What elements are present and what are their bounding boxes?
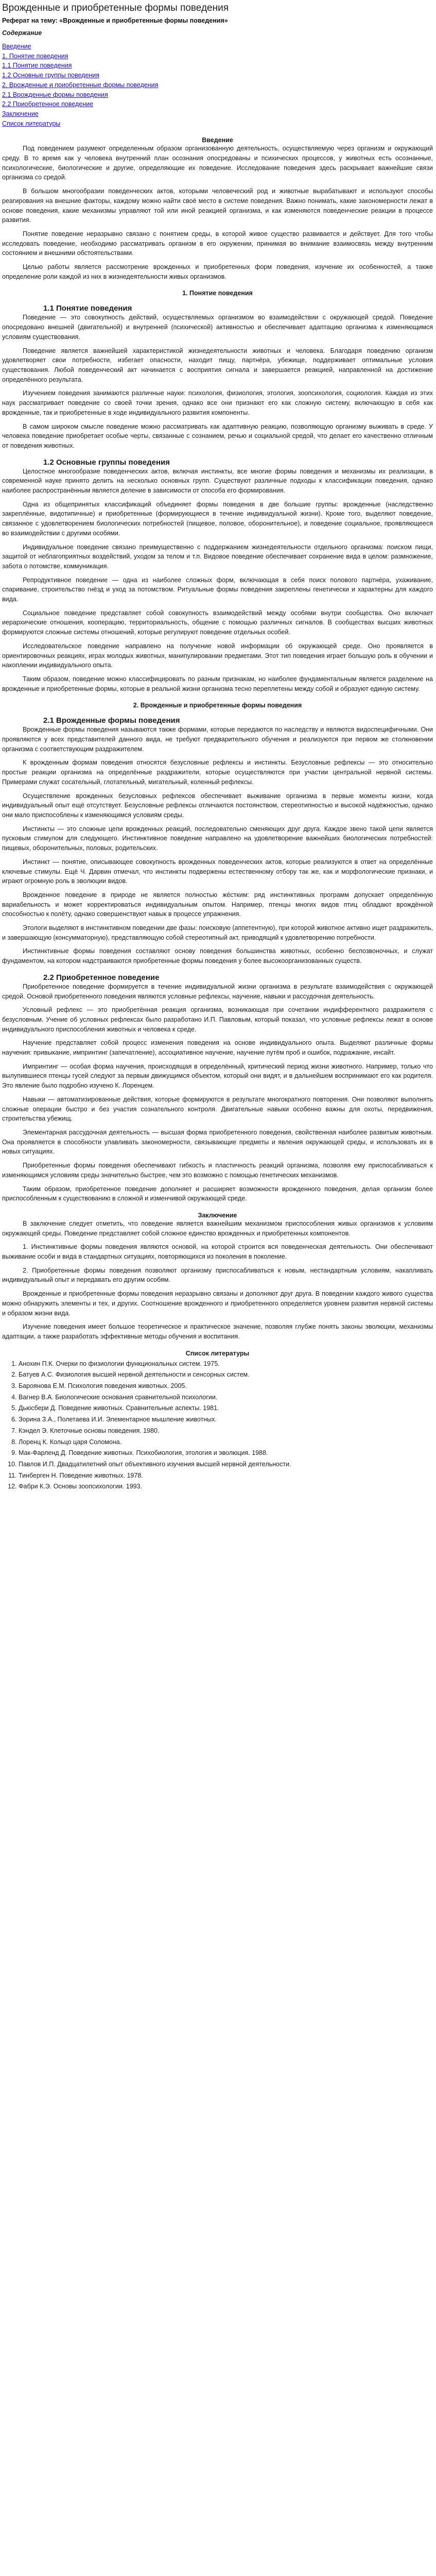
paragraph: Под поведением разумеют определенным образом организованную деятельность, осуществляемую через организм и окружающий среду. В то время как у человека внутренний план осознания опосредованы и психических процессов, у животных есть осознанные, психологические, биологические и другие, определяющие их поведение. Исследование поведения здесь раскрывает важнейшие связи организма со средой. (2, 145, 433, 181)
reference-item: 11. Тинберген Н. Поведение животных. 1978. (19, 1471, 433, 1481)
toc-heading: Содержание (2, 29, 42, 37)
paragraph: Репродуктивное поведение — одна из наиболее сложных форм, включающая в себя поиск полового партнёра, ухаживание, спаривание, строительство гнёзд и уход за потомством. Ритуальные формы поведения закреплены генетически и характерны для каждого вида. (2, 576, 433, 603)
reference-item: 5. Дьюсбери Д. Поведение животных. Сравнительные аспекты. 1981. (19, 1403, 433, 1413)
toc-link-section-2-2[interactable]: 2.2 Приобретенное поведение (2, 100, 94, 108)
paragraph: В заключение следует отметить, что поведение является важнейшим механизмом приспособления живых организмов к условиям окружающей среды. Поведение представляет собой сложное единство врожденных и приобретенных компонентов. (2, 1219, 433, 1237)
paragraph: Изучением поведения занимаются различные науки: психология, физиология, этология, зоопсихология, социология. Каждая из этих наук рассматривает поведение со своей точки зрения, однако все они признают его как сложную систему, включающую в себя как врожденные, так и приобретенные в ходе индивидуального развития компоненты. (2, 389, 433, 416)
reference-item: 10. Павлов И.П. Двадцатилетний опыт объективного изучения высшей нервной деятельности. (19, 1460, 433, 1469)
heading-section-2-2: 2.2 Приобретенное поведение (43, 973, 160, 982)
paragraph: Целостное многообразие поведенческих актов, включая инстинкты, все многие формы поведения и механизмы их реализации, в современной науке принято делить на несколько основных групп. Существуют различные подходы к классификации поведения, однако наиболее распространённым является деление в зависимости от способа его формирования. (2, 467, 433, 495)
paragraph: В большом многообразии поведенческих актов, которыми человеческий род и животные вырабатывают и используют способы реагирования на внешние факторы, каждому можно найти своё место в системе поведения. Важно понимать, какие закономерности лежат в основе поведения, какие механизмы управляют той или иной реакцией организма, и как изменяются поведенческие реакции в процессе развития. (2, 188, 433, 224)
reference-item: 9. Мак-Фарленд Д. Поведение животных. Психобиология, этология и эволюция. 1988. (19, 1448, 433, 1458)
toc-link-section-2[interactable]: 2. Врожденные и приобретенные формы поведения (2, 81, 159, 89)
paragraph: Врожденное поведение в природе не является полностью жёстким: ряд инстинктивных программ допускает определённую вариабельность и может корректироваться индивидуальным опытом. Например, птенцы многих видов птиц обладают врождённой способностью к полёту, однако совершенствуют навык в процессе упражнения. (2, 891, 433, 918)
reference-item: 6. Зорина З.А., Полетаева И.И. Элементарное мышление животных. (19, 1415, 433, 1425)
paragraph: Социальное поведение представляет собой совокупность взаимодействий между особями внутри сообщества. Оно включает иерархические отношения, кооперацию, территориальность, общение с помощью различных сигналов. В сообществах высших животных формируются сложные системы отношений, которые регулируют поведение отдельных особей. (2, 609, 433, 636)
paragraph: Поведение является важнейшей характеристикой жизнедеятельности животных и человека. Благодаря поведению организм удовлетворяет свои потребности, избегает опасности, находит пищу, партнёра, убежище, поддерживает оптимальные условия существования. Любой поведенческий акт начинается с восприятия сигнала и завершается реакцией, направленной на достижение определённого результата. (2, 347, 433, 383)
reference-item: 1. Анохин П.К. Очерки по физиологии функциональных систем. 1975. (19, 1359, 433, 1369)
reference-item: 7. Кэндел Э. Клеточные основы поведения. 1980. (19, 1426, 433, 1436)
table-of-contents (2, 29, 436, 128)
heading-conclusion: Заключение (198, 1211, 237, 1219)
paragraph: Исследовательское поведение направлено на получение новой информации об окружающей среде. Оно проявляется в ориентировочных реакциях, играх молодых животных, манипулировании предметами. Этот тип поведения играет большую роль в обучении и накоплении индивидуального опыта. (2, 642, 433, 669)
toc-link-section-1-2[interactable]: 1.2 Основные группы поведения (2, 72, 100, 79)
paragraph: Приобретенное поведение формируется в течение индивидуальной жизни организма в результате взаимодействия с окружающей средой. Основой приобретенного поведения являются условные рефлексы, научение, навыки и рассудочная деятельность. (2, 982, 433, 1000)
paragraph: Инстинкт — понятие, описывающее совокупность врожденных поведенческих актов, которые реализуются в ответ на определённые ключевые стимулы. Ещё Ч. Дарвин отмечал, что инстинкты подвержены естественному отбору так же, как и морфологические признаки, и играют огромную роль в эволюции видов. (2, 858, 433, 885)
paragraph: Навыки — автоматизированные действия, которые формируются в результате многократного повторения. Они позволяют выполнять сложные операции быстро и без участия сознательного контроля. Двигательные навыки особенно важны для охоты, передвижения, строительства убежищ. (2, 1095, 433, 1123)
toc-link-section-1[interactable]: 1. Понятие поведения (2, 52, 68, 60)
toc-link-references[interactable]: Список литературы (2, 120, 61, 127)
paragraph: Целью работы является рассмотрение врожденных и приобретенных форм поведения, изучение их особенностей, а также определение роли каждой из них в жизнедеятельности живых организмов. (2, 263, 433, 280)
reference-item: 2. Батуев А.С. Физиология высшей нервной деятельности и сенсорных систем. (19, 1370, 433, 1380)
heading-section-1: 1. Понятие поведения (182, 290, 253, 297)
paragraph: Изучение поведения имеет большое теоретическое и практическое значение, позволяя глубже понять законы эволюции, механизмы адаптации, а также разработать эффективные методы обучения и воспитания. (2, 1323, 433, 1340)
paragraph: К врожденным формам поведения относятся безусловные рефлексы и инстинкты. Безусловные рефлексы — это относительно простые реакции организма на определённые раздражители, которые осуществляются при участии центральной нервной системы. Примерами служат сосательный, глотательный, мигательный, коленный рефлексы. (2, 759, 433, 786)
reference-item: 4. Вагнер В.А. Биологические основания сравнительной психологии. (19, 1393, 433, 1402)
reference-item: 12. Фабри К.Э. Основы зоопсихологии. 1993. (19, 1482, 433, 1492)
paragraph: Импринтинг — особая форма научения, происходящая в определённый, критический период жизни животного. Например, только что вылупившиеся птенцы гусей следуют за первым движущимся объектом, который они видят, и в дальнейшем воспринимают его как родителя. Это явление было подробно изучено К. Лоренцем. (2, 1062, 433, 1090)
heading-references: Список литературы (185, 1349, 250, 1357)
toc-link-conclusion[interactable]: Заключение (2, 110, 39, 117)
paragraph: 1. Инстинктивные формы поведения являются основой, на которой строится вся поведенческая деятельность. Они обеспечивают выживание особи и вида в стандартных ситуациях, повторяющихся из поколения в поколение. (2, 1243, 433, 1261)
toc-link-section-1-1[interactable]: 1.1 Понятие поведения (2, 62, 72, 70)
paragraph: Врожденные формы поведения называются также формами, которые передаются по наследству и являются видоспецифичными. Они проявляются у всех представителей данного вида, не требуют предварительного обучения и реализуются при первом же столкновении организма с соответствующим раздражителем. (2, 726, 433, 753)
paragraph: Осуществление врожденных безусловных рефлексов обеспечивает выживание организма в первые моменты жизни, когда индивидуальный опыт ещё отсутствует. Безусловные рефлексы отличаются постоянством, стереотипностью и высокой надёжностью, однако они мало приспособлены к изменяющимся условиям среды. (2, 792, 433, 819)
heading-section-2-1: 2.1 Врожденные формы поведения (43, 716, 180, 725)
toc-link-introduction[interactable]: Введение (2, 43, 31, 50)
paragraph: Поведение — это совокупность действий, осуществляемых организмом во взаимодействии с окружающей средой. Поведение опосредовано внешней (двигательной) и внутренней (психической) активностью и обеспечивает адаптацию организма к изменяющимся условиям существования. (2, 314, 433, 341)
paragraph: Индивидуальное поведение связано преимущественно с поддержанием жизнедеятельности отдельного организма: поиском пищи, защитой от неблагоприятных воздействий, уходом за телом и т.п. Видовое поведение обеспечивает сохранение вида в целом: размножение, забота о потомстве, коммуникация. (2, 543, 433, 570)
paragraph: Инстинкты — это сложные цепи врожденных реакций, последовательно сменяющих друг друга. Каждое звено такой цепи является пусковым стимулом для следующего. Инстинктивное поведение направлено на удовлетворение важнейших биологических потребностей: пищевых, оборонительных, половых, родительских. (2, 825, 433, 852)
paragraph: Инстинктивные формы поведения составляют основу поведения большинства животных, особенно беспозвоночных, и служат фундаментом, на котором надстраиваются приобретенные формы поведения у более высокоорганизованных существ. (2, 947, 433, 965)
reference-item: 8. Лоренц К. Кольцо царя Соломона. (19, 1437, 433, 1447)
paragraph: Этологи выделяют в инстинктивном поведении две фазы: поисковую (аппетентную), при которой животное активно ищет раздражитель, и завершающую (консумматорную), представляющую собой стереотипный акт, приводящий к удовлетворению потребности. (2, 924, 433, 941)
paragraph: Элементарная рассудочная деятельность — высшая форма приобретенного поведения, свойственная наиболее развитым животным. Она проявляется в способности улавливать закономерности, связывающие предметы и явления окружающей среды, и использовать их в новых ситуациях. (2, 1128, 433, 1156)
heading-introduction: Введение (202, 137, 233, 144)
heading-section-2: 2. Врожденные и приобретенные формы поведения (133, 702, 302, 709)
paragraph: Понятие поведение неразрывно связано с понятием среды, в которой живое существо развивается и действует. Для того чтобы исследовать поведение, необходимо рассматривать организм в его окружении, принимая во внимание взаимосвязь между внутренним состоянием и внешними обстоятельствами. (2, 230, 433, 257)
paragraph: Таким образом, приобретенное поведение дополняет и расширяет возможности врожденного поведения, делая организм более приспособленным к существованию в сложной и изменчивой окружающей среде. (2, 1185, 433, 1202)
paragraph: Врожденные и приобретенные формы поведения неразрывно связаны и дополняют друг друга. В поведении каждого живого существа можно обнаружить элементы и тех, и других. Соотношение врожденного и приобретенного определяется уровнем развития нервной системы и образом жизни вида. (2, 1290, 433, 1317)
heading-section-1-1: 1.1 Понятие поведения (43, 304, 132, 313)
paragraph: Одна из общепринятых классификаций объединяет формы поведения в две большие группы: врожденные (наследственно закреплённые, видотипичные) и приобретенные (формирующиеся в течение индивидуальной жизни). Кроме того, выделяют поведение, связанное с удовлетворением биологических потребностей (пищевое, половое, оборонительное), и поведение социальное, проявляющееся во взаимодействии с другими особями. (2, 500, 433, 537)
paragraph: Приобретенные формы поведения обеспечивают гибкость и пластичность реакций организма, позволяя ему приспосабливаться к изменяющимся условиям среды значительно быстрее, чем это возможно с помощью генетических механизмов. (2, 1162, 433, 1179)
paragraph: Условный рефлекс — это приобретённая реакция организма, возникающая при сочетании индифферентного раздражителя с безусловным. Учение об условных рефлексах было разработано И.П. Павловым, который показал, что условные рефлексы лежат в основе индивидуального приспособления животных и человека к среде. (2, 1006, 433, 1033)
heading-section-1-2: 1.2 Основные группы поведения (43, 457, 170, 467)
paragraph: 2. Приобретенные формы поведения позволяют организму приспосабливаться к новым, нестандартным условиям, накапливать индивидуальный опыт и передавать его другим особям. (2, 1266, 433, 1284)
paragraph: В самом широком смысле поведение можно рассматривать как адаптивную реакцию, позволяющую организму выживать в среде. У человека поведение приобретает особые черты, связанные с сознанием, речью и социальной средой, что делает его качественно отличным от поведения животных. (2, 422, 433, 449)
toc-link-section-2-1[interactable]: 2.1 Врожденные формы поведения (2, 91, 108, 98)
paragraph: Таким образом, поведение можно классифицировать по разным признакам, но наиболее фундаментальным является разделение на врожденные и приобретенные формы, которые в реальной жизни организма тесно переплетены между собой и образуют единую систему. (2, 675, 433, 692)
topic-label: Реферат на тему: «Врожденные и приобретенные формы поведения» (2, 17, 228, 24)
reference-item: 3. Бароянова Е.М. Психология поведения животных. 2005. (19, 1381, 433, 1391)
document-body (2, 137, 433, 1492)
reference-list (2, 1359, 433, 1492)
paragraph: Научение представляет собой процесс изменения поведения на основе индивидуального опыта. Выделяют различные формы научения: привыкание, импринтинг (запечатление), ассоциативное научение, научение путём проб и ошибок, подражание, инсайт. (2, 1039, 433, 1057)
page-title: Врожденные и приобретенные формы поведения (2, 3, 229, 13)
